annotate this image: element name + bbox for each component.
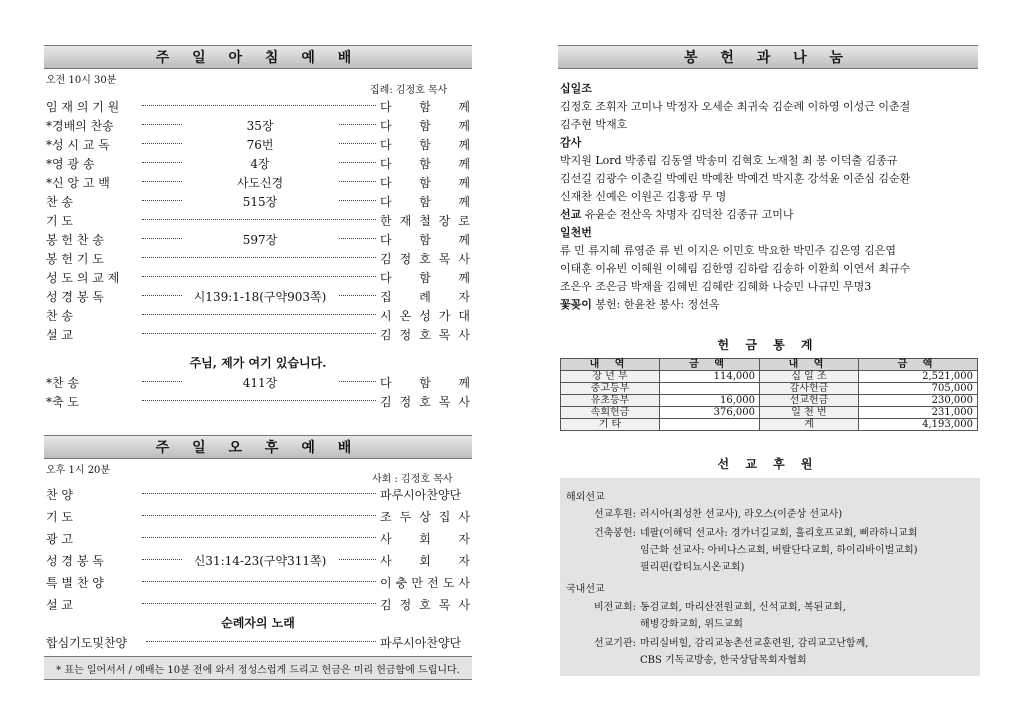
order-leader: 한 재 철 장 로 [380, 214, 470, 228]
money-row [561, 395, 978, 407]
order-row [46, 134, 470, 152]
order-detail: 35장 [182, 117, 338, 134]
afternoon-sermon-title: 순례자의 노래 [221, 616, 295, 630]
money-amount [659, 383, 759, 395]
offering-heading: 선교 [560, 208, 582, 221]
leader-dots [142, 219, 376, 220]
money-title: 헌 금 통 계 [717, 338, 819, 352]
order-row [46, 391, 470, 409]
offering-line [560, 296, 720, 312]
order-leader: 파루시아찬양단 [380, 488, 462, 502]
offering-names: 봉헌: 한윤찬 봉사: 정선옥 [595, 298, 720, 311]
mission-title: 선 교 후 원 [717, 457, 819, 471]
offering-names: 김주현 박재호 [560, 118, 628, 131]
order-leader: 다 함 께 [380, 376, 470, 390]
money-row [561, 371, 978, 383]
order-label: 찬 송 [46, 309, 73, 323]
order-leader: 다 함 께 [380, 271, 470, 285]
offering-names: 박지원 Lord 박종림 김동열 박송미 김혁호 노재철 최 봉 이덕출 김종규 [560, 154, 898, 167]
order-row [46, 594, 470, 612]
order-row [46, 372, 470, 390]
order-detail: 시139:1-18(구약903쪽) [182, 288, 338, 305]
money-amount: 230,000 [858, 395, 977, 407]
order-row [46, 248, 470, 266]
morning-time: 오전 10시 30분 [46, 75, 117, 86]
order-row [46, 286, 470, 304]
morning-presider: 집례: 김정호 목사 [370, 85, 448, 96]
order-row [46, 153, 470, 171]
order-row [46, 229, 470, 247]
order-leader: 이 충 만 전 도 사 [380, 576, 470, 590]
order-label: 합심기도및찬양 [46, 636, 128, 650]
money-header: 내 역 [561, 359, 660, 371]
order-row [46, 115, 470, 133]
leader-dots [146, 641, 376, 642]
order-label: 설 교 [46, 598, 73, 612]
leader-dots [142, 581, 376, 582]
order-detail: 4장 [182, 155, 338, 172]
order-label: 찬 양 [46, 488, 73, 502]
money-table [560, 358, 978, 431]
order-row [46, 550, 470, 568]
order-detail: 597장 [182, 231, 338, 248]
order-label: 기 도 [46, 510, 73, 524]
money-item: 감사헌금 [760, 383, 859, 395]
order-label: 봉 헌 찬 송 [46, 233, 104, 247]
order-detail: 411장 [182, 374, 338, 391]
money-amount: 705,000 [858, 383, 977, 395]
order-row [46, 267, 470, 285]
afternoon-time: 오후 1시 20분 [46, 465, 111, 476]
offering-line [560, 206, 794, 222]
money-row [561, 407, 978, 419]
money-item: 선교헌금 [760, 395, 859, 407]
money-amount: 376,000 [659, 407, 759, 419]
money-item: 기 타 [561, 419, 660, 431]
leader-dots [142, 537, 376, 538]
order-row [46, 96, 470, 114]
order-leader: 김 정 호 목 사 [380, 252, 470, 266]
order-leader: 사 회 자 [380, 532, 470, 546]
order-detail: 사도신경 [182, 174, 338, 191]
money-header: 금 액 [659, 359, 759, 371]
order-leader: 김 정 호 목 사 [380, 598, 470, 612]
leader-dots [142, 257, 376, 258]
order-leader: 김 정 호 목 사 [380, 328, 470, 342]
order-row [46, 210, 470, 228]
order-label: 광 고 [46, 532, 73, 546]
offering-names: 유윤순 전산옥 차명자 김덕찬 김종규 고미나 [584, 208, 794, 221]
money-amount: 4,193,000 [858, 419, 977, 431]
money-item: 일 천 번 [760, 407, 859, 419]
order-leader: 김 정 호 목 사 [380, 395, 470, 409]
leader-dots [142, 105, 376, 106]
money-amount: 2,521,000 [858, 371, 977, 383]
money-row [561, 383, 978, 395]
mission-text: 마리실버힐, 감리교농촌선교훈련원, 감리교고난함께, [640, 638, 869, 649]
order-detail: 신31:14-23(구약311쪽) [182, 552, 338, 569]
offering-heading: 일천번 [560, 226, 592, 239]
mission-text: 임근화 선교사: 아비나스교회, 버랄단다교회, 하이리바이벌교회) [640, 545, 918, 556]
order-row [46, 172, 470, 190]
money-item: 계 [760, 419, 859, 431]
money-amount: 114,000 [659, 371, 759, 383]
order-label: *축 도 [46, 395, 79, 409]
mission-text: 필리핀(캅티뇨시온교회) [640, 562, 745, 573]
order-leader: 다 함 께 [380, 176, 470, 190]
offering-heading: 감사 [560, 136, 582, 149]
leader-dots [142, 276, 376, 277]
offering-names: 김정호 조휘자 고미나 박정자 오세순 최귀숙 김순례 이하영 이성근 이춘절 [560, 100, 911, 113]
order-row [46, 632, 470, 650]
overseas-heading: 해외선교 [566, 492, 605, 503]
order-label: *성 시 교 독 [46, 138, 110, 152]
money-item: 속회헌금 [561, 407, 660, 419]
money-header-row [561, 359, 978, 371]
order-leader: 파루시아찬양단 [380, 636, 462, 650]
money-row [561, 419, 978, 431]
order-leader: 다 함 께 [380, 119, 470, 133]
order-label: *경배의 찬송 [46, 119, 114, 133]
order-leader: 사 회 자 [380, 554, 470, 568]
order-row [46, 506, 470, 524]
mission-label: 선교기관: [593, 638, 636, 649]
mission-label: 비전교회: [593, 602, 636, 613]
leader-dots [142, 333, 376, 334]
leader-dots [142, 400, 376, 401]
mission-box [560, 478, 980, 676]
money-item: 중고등부 [561, 383, 660, 395]
leader-dots [142, 515, 376, 516]
order-row [46, 484, 470, 502]
order-label: 기 도 [46, 214, 73, 228]
offering-names: 류 민 류지혜 류영준 류 빈 이지은 이민호 박요한 박민주 김은영 김은엽 [560, 244, 896, 257]
morning-sermon-title: 주님, 제가 여기 있습니다. [189, 356, 327, 370]
domestic-heading: 국내선교 [566, 584, 605, 595]
order-label: 봉 헌 기 도 [46, 252, 104, 266]
offering-names: 신재찬 신예은 이원곤 김홍광 무 명 [560, 190, 727, 203]
order-leader: 다 함 께 [380, 195, 470, 209]
money-item: 장 년 부 [561, 371, 660, 383]
order-row [46, 528, 470, 546]
mission-text: CBS 기독교방송, 한국상담목회자협회 [640, 655, 807, 666]
offering-names: 이태훈 이유빈 이혜원 이혜림 김한영 김하람 김송하 이환희 이연서 최규수 [560, 262, 911, 275]
offering-title: 봉 헌 과 나 눔 [558, 45, 978, 69]
money-amount: 16,000 [659, 395, 759, 407]
order-row [46, 305, 470, 323]
order-leader: 다 함 께 [380, 100, 470, 114]
order-row [46, 324, 470, 342]
order-leader: 시 온 성 가 대 [380, 309, 470, 323]
order-label: 성 경 봉 독 [46, 290, 104, 304]
worship-note: * 표는 일어서서 / 예배는 10분 전에 와서 정성스럽게 드리고 헌금은 미리 헌금함에 드립니다. [44, 656, 472, 680]
order-label: *신 앙 고 백 [46, 176, 110, 190]
mission-label: 건축봉헌: [593, 528, 636, 539]
morning-title: 주 일 아 침 예 배 [44, 45, 472, 69]
money-amount [659, 419, 759, 431]
offering-names: 조은우 조은금 박재율 김혜빈 김혜란 김혜화 나승민 나규민 무명3 [560, 280, 872, 293]
order-label: 임 재 의 기 원 [46, 100, 120, 114]
order-row [46, 572, 470, 590]
order-label: 설 교 [46, 328, 73, 342]
offering-heading: 십일조 [560, 82, 592, 95]
leader-dots [142, 493, 376, 494]
order-label: *찬 송 [46, 376, 79, 390]
order-label: 성 경 봉 독 [46, 554, 104, 568]
mission-text: 해병강화교회, 위드교회 [640, 619, 743, 630]
order-leader: 집 례 자 [380, 290, 470, 304]
order-leader: 다 함 께 [380, 157, 470, 171]
order-leader: 조 두 상 집 사 [380, 510, 470, 524]
money-item: 유초등부 [561, 395, 660, 407]
mission-text: 동검교회, 마리산전원교회, 신석교회, 복된교회, [640, 602, 846, 613]
order-label: 특 별 찬 양 [46, 576, 104, 590]
money-amount: 231,000 [858, 407, 977, 419]
mission-label: 선교후원: [593, 509, 636, 520]
afternoon-title: 주 일 오 후 예 배 [44, 435, 472, 459]
order-detail: 76번 [182, 136, 338, 153]
mission-text: 러시아(최성찬 선교사), 라오스(이준상 선교사) [640, 509, 843, 520]
order-leader: 다 함 께 [380, 138, 470, 152]
order-row [46, 191, 470, 209]
afternoon-presider: 사회 : 김정호 목사 [372, 474, 453, 485]
order-label: 성 도 의 교 제 [46, 271, 120, 285]
mission-text: 네팔(이해덕 선교사: 경가너길교회, 훌리호프교회, 삐라하니교회 [640, 528, 918, 539]
order-leader: 다 함 께 [380, 233, 470, 247]
order-label: *영 광 송 [46, 157, 95, 171]
offering-heading: 꽃꽂이 [560, 298, 592, 311]
order-label: 찬 송 [46, 195, 73, 209]
leader-dots [142, 314, 376, 315]
money-header: 금 액 [858, 359, 977, 371]
money-rows [561, 371, 978, 431]
leader-dots [142, 603, 376, 604]
money-header: 내 역 [760, 359, 859, 371]
order-detail: 515장 [182, 193, 338, 210]
offering-names: 김선길 김광수 이춘길 박예린 박예찬 박예건 박지훈 강석윤 이준심 김순환 [560, 172, 911, 185]
money-item: 십 일 조 [760, 371, 859, 383]
